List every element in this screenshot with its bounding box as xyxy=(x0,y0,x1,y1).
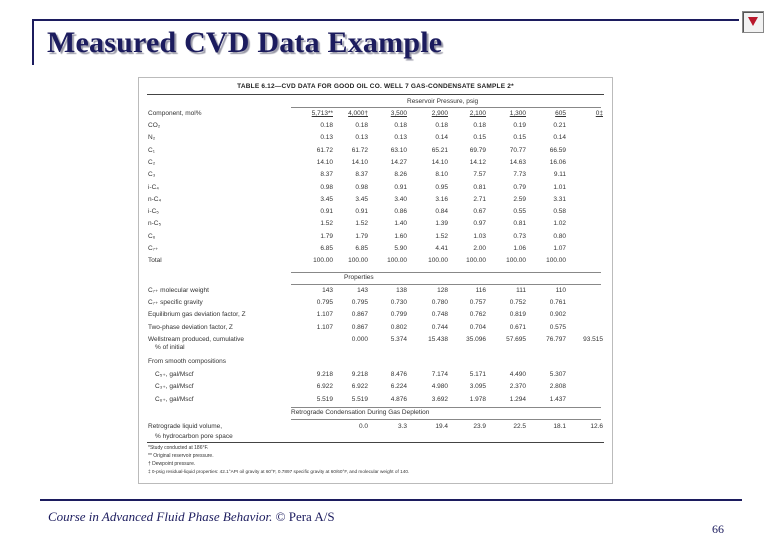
page-number: 66 xyxy=(712,522,724,536)
pressure-column-header: 5,713** xyxy=(311,110,333,117)
footer-rule xyxy=(40,499,742,501)
table-cell: 8.10 xyxy=(435,171,448,179)
table-cell: 0.14 xyxy=(553,134,566,142)
table-cell: 35.096 xyxy=(466,335,486,343)
table-cell: 70.77 xyxy=(509,146,526,154)
table-cell: 5.90 xyxy=(394,245,407,252)
table-cell: 0.744 xyxy=(431,323,448,331)
pressure-column-header: 605 xyxy=(555,110,566,117)
table-cell: 0.575 xyxy=(549,323,566,331)
retro-bottom-rule xyxy=(291,419,601,420)
table-cell: 6.85 xyxy=(320,245,333,252)
retrograde-row-name: Retrograde liquid volume, xyxy=(148,423,223,430)
table-cell: 0.671 xyxy=(509,323,526,331)
table-cell: 138 xyxy=(396,287,407,294)
table-cell: 0.97 xyxy=(473,220,486,228)
table-cell: 0.762 xyxy=(469,311,486,319)
properties-bottom-rule xyxy=(291,284,601,285)
table-cell: 9.218 xyxy=(351,371,368,378)
table-cell: 2.00 xyxy=(473,245,486,252)
table-cell: 1.02 xyxy=(553,220,566,228)
table-cell: 5.374 xyxy=(390,335,407,343)
table-cell: 0.79 xyxy=(513,183,526,191)
table-cell: 0.795 xyxy=(316,299,333,307)
cvd-data-table xyxy=(138,77,613,484)
table-cell: 3.45 xyxy=(320,195,333,203)
table-cell: 1.52 xyxy=(435,232,448,240)
properties-top-rule xyxy=(291,272,601,273)
table-cell: 1.437 xyxy=(549,395,566,403)
table-cell: 1.107 xyxy=(316,311,333,319)
footer-text xyxy=(48,509,335,525)
slide-nav-icon[interactable] xyxy=(742,11,764,33)
table-cell: 0.704 xyxy=(469,323,486,331)
property-name: Two-phase deviation factor, Z xyxy=(148,323,233,331)
table-cell: 5.307 xyxy=(549,371,566,378)
table-cell: 1.60 xyxy=(394,232,407,240)
table-cell: 12.6 xyxy=(590,423,603,430)
table-cell: 0.19 xyxy=(513,122,526,129)
pressure-column-header: 2,100 xyxy=(469,110,486,117)
table-bottom-rule xyxy=(147,442,604,443)
property-name: C₇₊ molecular weight xyxy=(148,287,209,294)
wellstream-subtitle: % of initial xyxy=(155,344,185,351)
table-cell: 0.81 xyxy=(473,183,486,191)
table-cell: 4.980 xyxy=(431,383,448,391)
table-cell: 14.10 xyxy=(351,158,368,166)
table-cell: 6.224 xyxy=(390,383,407,391)
table-cell: 14.12 xyxy=(469,158,486,166)
table-cell: 0.73 xyxy=(513,232,526,240)
table-cell: 6.922 xyxy=(316,383,333,391)
component-name: C₂ xyxy=(148,158,156,166)
table-cell: 0.18 xyxy=(473,122,486,129)
table-cell: 1.978 xyxy=(469,395,486,403)
table-cell: 2.59 xyxy=(513,195,526,203)
table-cell: 4.490 xyxy=(509,371,526,378)
pressure-column-header: 0‡ xyxy=(595,110,603,117)
footer-course: Course in Advanced Fluid Phase Behavior. xyxy=(48,509,273,524)
table-footnote: ** Original reservoir pressure. xyxy=(148,453,214,459)
table-cell: 4.876 xyxy=(390,395,407,403)
table-cell: 0.819 xyxy=(509,311,526,319)
table-cell: 0.13 xyxy=(320,134,333,142)
table-cell: 2.808 xyxy=(549,383,566,391)
component-name: n-C₄ xyxy=(148,195,162,203)
table-cell: 0.000 xyxy=(351,335,368,343)
table-cell: 0.780 xyxy=(431,299,448,307)
table-cell: 63.10 xyxy=(390,146,407,154)
table-cell: 7.73 xyxy=(513,171,526,179)
table-cell: 100.00 xyxy=(428,257,448,265)
table-cell: 1.107 xyxy=(316,323,333,331)
table-cell: 100.00 xyxy=(466,257,486,265)
smooth-row-name: C₃₊, gal/Mscf xyxy=(155,383,194,391)
table-footnote: ‡ 0-psig residual-liquid properties: 42.1°API oil gravity at 60°F, 0.7897 specific gravity at 60/60°F, and molecular weight of 140. xyxy=(148,469,410,474)
table-cell: 1.79 xyxy=(320,232,333,240)
table-cell: 100.00 xyxy=(546,257,566,265)
table-cell: 57.695 xyxy=(506,335,526,343)
table-cell: 93.515 xyxy=(583,335,603,343)
component-name: Total xyxy=(148,257,162,265)
table-cell: 19.4 xyxy=(435,423,448,430)
component-name: C₃ xyxy=(148,171,156,179)
table-cell: 0.58 xyxy=(553,208,566,216)
table-cell: 6.922 xyxy=(351,383,368,391)
table-cell: 3.095 xyxy=(469,383,486,391)
table-cell: 128 xyxy=(437,287,448,294)
table-cell: 6.85 xyxy=(355,245,368,252)
pressure-group-header: Reservoir Pressure, psig xyxy=(407,98,479,105)
table-top-rule xyxy=(147,94,604,95)
table-cell: 5.171 xyxy=(469,371,486,378)
table-cell: 0.748 xyxy=(431,311,448,319)
table-cell: 1.07 xyxy=(553,245,566,252)
pressure-column-header: 3,500 xyxy=(390,110,407,117)
table-cell: 23.9 xyxy=(473,423,486,430)
retrograde-header: Retrograde Condensation During Gas Depletion xyxy=(291,409,430,416)
table-cell: 100.00 xyxy=(506,257,526,265)
component-name: N₂ xyxy=(148,134,156,142)
table-cell: 22.5 xyxy=(513,423,526,430)
table-cell: 0.761 xyxy=(549,299,566,307)
smooth-compositions-header: From smooth compositions xyxy=(148,358,227,365)
table-cell: 0.80 xyxy=(553,232,566,240)
table-cell: 4.41 xyxy=(435,245,448,252)
property-name: Wellstream produced, cumulative xyxy=(148,335,244,343)
table-cell: 2.370 xyxy=(509,383,526,391)
component-name: n-C₅ xyxy=(148,220,162,228)
table-cell: 116 xyxy=(475,287,486,294)
table-cell: 0.15 xyxy=(513,134,526,142)
table-cell: 61.72 xyxy=(316,146,333,154)
table-cell: 0.13 xyxy=(355,134,368,142)
component-name: C₁ xyxy=(148,146,155,154)
property-name: Equilibrium gas deviation factor, Z xyxy=(148,311,246,319)
table-cell: 3.3 xyxy=(397,423,407,430)
component-name: CO₂ xyxy=(148,122,161,129)
table-cell: 1.01 xyxy=(553,183,566,191)
table-footnote: *Study conducted at 186°F. xyxy=(148,445,209,451)
table-cell: 1.40 xyxy=(394,220,407,228)
table-cell: 111 xyxy=(516,287,526,294)
table-cell: 3.40 xyxy=(394,195,407,203)
table-cell: 0.18 xyxy=(435,122,448,129)
table-cell: 0.91 xyxy=(320,208,333,216)
table-cell: 16.06 xyxy=(549,158,566,166)
table-cell: 0.752 xyxy=(509,299,526,307)
table-cell: 5.519 xyxy=(316,395,333,403)
pressure-column-header: 1,300 xyxy=(509,110,526,117)
pressure-column-header: 4,000† xyxy=(348,110,368,117)
table-cell: 143 xyxy=(322,287,333,294)
table-cell: 0.867 xyxy=(351,311,368,319)
table-cell: 0.730 xyxy=(390,299,407,307)
table-cell: 0.799 xyxy=(390,311,407,319)
component-name: i-C₄ xyxy=(148,183,159,191)
table-cell: 0.67 xyxy=(473,208,486,216)
footer-copyright: © Pera A/S xyxy=(275,509,335,524)
table-cell: 0.55 xyxy=(513,208,526,216)
table-cell: 0.91 xyxy=(394,183,407,191)
table-cell: 0.18 xyxy=(394,122,407,129)
table-cell: 7.174 xyxy=(431,371,448,378)
table-cell: 65.21 xyxy=(431,146,448,154)
table-cell: 69.79 xyxy=(469,146,486,154)
table-cell: 66.59 xyxy=(549,146,566,154)
title-frame-left-rule xyxy=(32,19,34,65)
table-cell: 3.31 xyxy=(553,195,566,203)
table-cell: 0.795 xyxy=(351,299,368,307)
table-cell: 2.71 xyxy=(473,195,486,203)
table-cell: 0.98 xyxy=(355,183,368,191)
table-cell: 14.63 xyxy=(509,158,526,166)
retro-top-rule xyxy=(291,407,601,408)
table-cell: 9.11 xyxy=(553,171,566,179)
table-cell: 14.10 xyxy=(431,158,448,166)
table-cell: 100.00 xyxy=(387,257,407,265)
table-cell: 0.91 xyxy=(355,208,368,216)
table-cell: 14.10 xyxy=(316,158,333,166)
table-cell: 0.802 xyxy=(390,323,407,331)
table-cell: 1.03 xyxy=(473,232,486,240)
table-cell: 0.84 xyxy=(435,208,448,216)
table-cell: 1.79 xyxy=(355,232,368,240)
table-title: TABLE 6.12—CVD DATA FOR GOOD OIL CO. WELL 7 GAS-CONDENSATE SAMPLE 2* xyxy=(237,83,514,90)
smooth-row-name: C₅₊, gal/Mscf xyxy=(155,371,194,378)
table-cell: 3.45 xyxy=(355,195,368,203)
table-cell: 0.867 xyxy=(351,323,368,331)
table-cell: 1.39 xyxy=(435,220,448,228)
table-cell: 1.06 xyxy=(513,245,526,252)
table-cell: 0.81 xyxy=(513,220,526,228)
table-cell: 8.37 xyxy=(320,171,333,179)
component-column-header: Component, mol% xyxy=(148,110,202,117)
table-cell: 0.0 xyxy=(358,423,368,430)
table-cell: 0.86 xyxy=(394,208,407,216)
table-cell: 0.757 xyxy=(469,299,486,307)
pressure-group-rule xyxy=(291,107,601,108)
table-cell: 0.95 xyxy=(435,183,448,191)
table-cell: 76.797 xyxy=(546,335,566,343)
table-cell: 14.27 xyxy=(390,158,407,166)
component-name: i-C₅ xyxy=(148,208,159,216)
table-cell: 3.16 xyxy=(435,195,448,203)
pressure-column-header: 2,900 xyxy=(431,110,448,117)
table-cell: 100.00 xyxy=(348,257,368,265)
properties-header: Properties xyxy=(344,274,374,281)
table-footnote: † Dewpoint pressure. xyxy=(148,461,196,467)
property-name: C₇₊ specific gravity xyxy=(148,299,203,307)
table-cell: 3.692 xyxy=(431,395,448,403)
table-cell: 8.37 xyxy=(355,171,368,179)
table-cell: 1.52 xyxy=(320,220,333,228)
table-cell: 5.519 xyxy=(351,395,368,403)
table-cell: 18.1 xyxy=(553,423,566,430)
smooth-row-name: C₆₊, gal/Mscf xyxy=(155,395,194,403)
table-cell: 0.98 xyxy=(320,183,333,191)
table-cell: 0.18 xyxy=(320,122,333,129)
retrograde-row-subtitle: % hydrocarbon pore space xyxy=(155,433,233,440)
table-cell: 61.72 xyxy=(351,146,368,154)
table-cell: 0.902 xyxy=(549,311,566,319)
table-cell: 0.14 xyxy=(435,134,448,142)
table-cell: 8.26 xyxy=(394,171,407,179)
table-cell: 0.13 xyxy=(394,134,407,142)
table-cell: 7.57 xyxy=(473,171,486,179)
table-cell: 0.15 xyxy=(473,134,486,142)
table-cell: 1.294 xyxy=(509,395,526,403)
table-cell: 110 xyxy=(555,287,566,294)
table-cell: 9.218 xyxy=(316,371,333,378)
table-cell: 143 xyxy=(357,287,368,294)
table-cell: 1.52 xyxy=(355,220,368,228)
table-cell: 15.438 xyxy=(428,335,448,343)
table-cell: 8.476 xyxy=(390,371,407,378)
component-name: C₇₊ xyxy=(148,245,159,252)
slide-title: Measured CVD Data Example xyxy=(47,26,443,59)
component-name: C₆ xyxy=(148,232,156,240)
title-frame-top-rule xyxy=(32,19,739,21)
table-cell: 0.21 xyxy=(553,122,566,129)
table-cell: 0.18 xyxy=(355,122,368,129)
table-cell: 100.00 xyxy=(313,257,333,265)
